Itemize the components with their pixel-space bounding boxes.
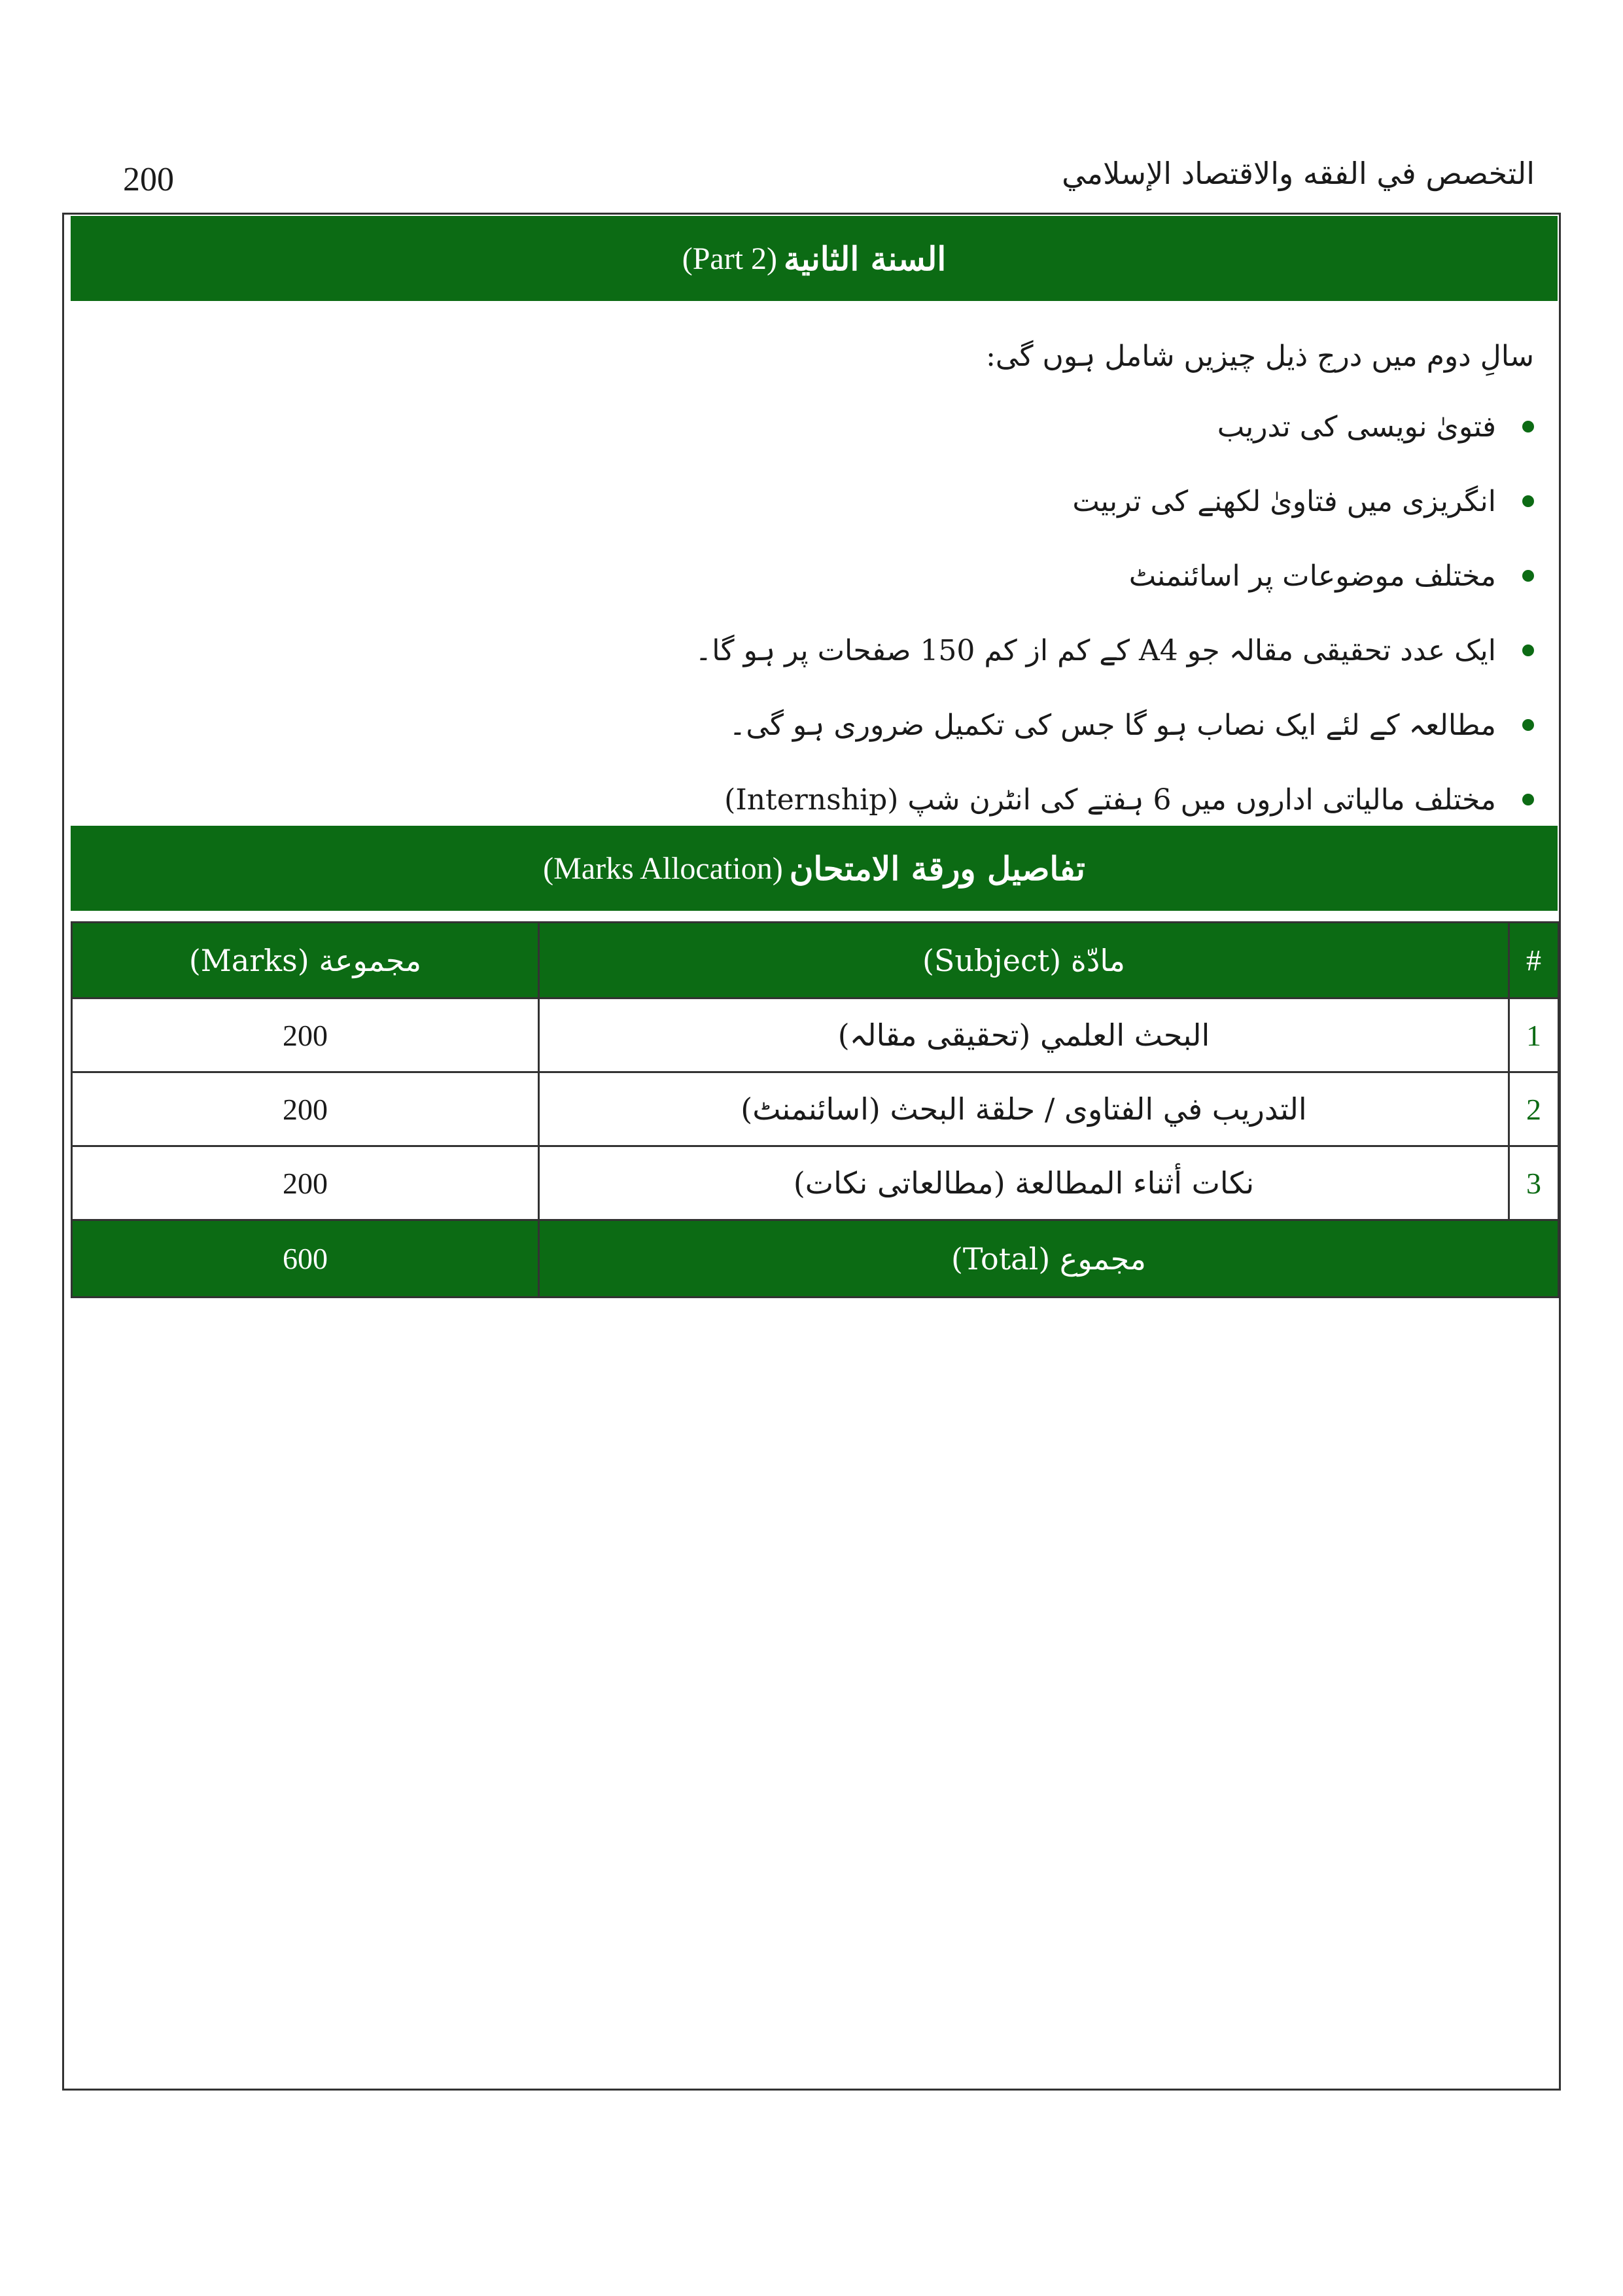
list-item-text: فتویٰ نویسی کی تدریب	[1217, 410, 1496, 444]
year-banner	[71, 216, 1558, 301]
list-item	[618, 613, 1534, 688]
total-marks-cell: 600	[72, 1220, 539, 1298]
marks-cell: 200	[72, 1146, 539, 1220]
marks-title-arabic: تفاصيل ورقة الامتحان	[789, 849, 1085, 888]
subject-cell: التدريب في الفتاوى / حلقة البحث (اسائنمنٹ)	[539, 1072, 1509, 1146]
year-title-english: (Part 2)	[682, 241, 777, 276]
bullet-icon	[1522, 495, 1534, 507]
total-label-cell: مجموع (Total)	[539, 1220, 1559, 1298]
table-row	[72, 1146, 1559, 1220]
list-item-text: مطالعہ کے لئے ایک نصاب ہو گا جس کی تکمیل ضروری ہو گی۔	[729, 708, 1496, 742]
number-column-header: #	[1509, 923, 1559, 998]
page-number: 200	[123, 161, 174, 198]
bullet-icon	[1522, 794, 1534, 805]
marks-column-header: مجموعة (Marks)	[72, 923, 539, 998]
marks-cell: 200	[72, 998, 539, 1072]
bullet-icon	[1522, 645, 1534, 656]
list-item-text: انگریزی میں فتاویٰ لکھنے کی تربیت	[1072, 484, 1496, 518]
marks-title-english: (Marks Allocation)	[543, 851, 783, 886]
table-row	[72, 998, 1559, 1072]
intro-text: سالِ دوم میں درج ذیل چیزیں شامل ہوں گی:	[986, 340, 1534, 373]
marks-cell: 200	[72, 1072, 539, 1146]
row-number-cell: 2	[1509, 1072, 1559, 1146]
list-item-text: ایک عدد تحقیقی مقالہ جو A4 کے کم از کم 150 صفحات پر ہو گا۔	[695, 633, 1496, 667]
row-number-cell: 3	[1509, 1146, 1559, 1220]
marks-banner	[71, 826, 1558, 911]
subject-cell: نكات أثناء المطالعة (مطالعاتی نکات)	[539, 1146, 1509, 1220]
list-item	[618, 464, 1534, 539]
table-total-row	[72, 1220, 1559, 1298]
table-header-row	[72, 923, 1559, 998]
marks-table	[71, 921, 1560, 1298]
subject-column-header: مادّة (Subject)	[539, 923, 1509, 998]
bullet-icon	[1522, 719, 1534, 731]
bullet-icon	[1522, 570, 1534, 582]
list-item	[618, 688, 1534, 762]
running-title: التخصص في الفقه والاقتصاد الإسلامي	[1062, 156, 1535, 191]
list-item-text: مختلف موضوعات پر اسائنمنٹ	[1128, 559, 1496, 593]
table-row	[72, 1072, 1559, 1146]
list-item	[618, 389, 1534, 464]
row-number-cell: 1	[1509, 998, 1559, 1072]
year-title-arabic: السنة الثانية	[784, 239, 947, 278]
list-item-text: مختلف مالیاتی اداروں میں 6 ہفتے کی انٹرن شپ (Internship)	[724, 783, 1496, 817]
subject-cell: البحث العلمي (تحقیقی مقالہ)	[539, 998, 1509, 1072]
list-item	[618, 539, 1534, 613]
requirements-list	[618, 389, 1534, 837]
bullet-icon	[1522, 421, 1534, 433]
